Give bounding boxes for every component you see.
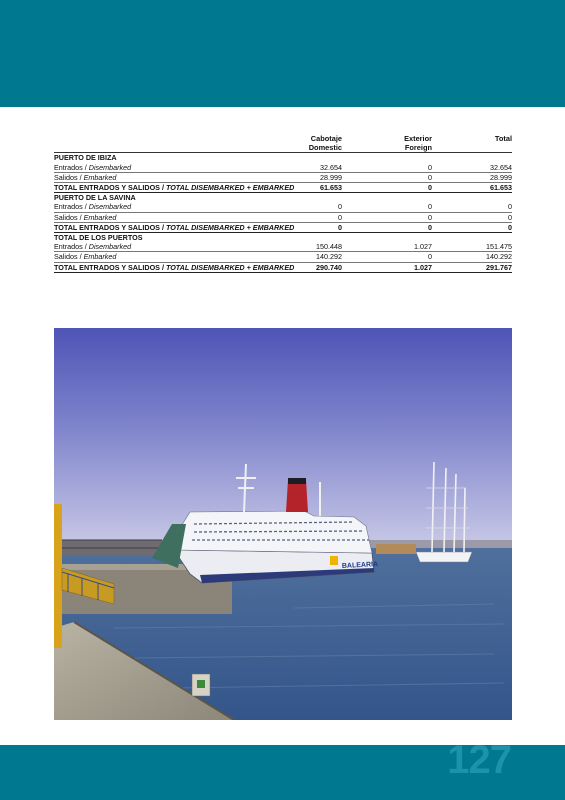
cell-total: 28.999 bbox=[432, 172, 512, 182]
cell-domestic: 0 bbox=[304, 222, 342, 232]
row-label: Salidos / Embarked bbox=[54, 212, 304, 222]
cell-total: 0 bbox=[432, 212, 512, 222]
section-title: PUERTO DE IBIZA bbox=[54, 153, 117, 163]
cell-total: 0 bbox=[432, 202, 512, 212]
ferry-funnel-top bbox=[288, 478, 306, 484]
table-row bbox=[54, 202, 512, 212]
header-domestic-en: Domestic bbox=[304, 143, 342, 153]
table-row bbox=[54, 163, 512, 173]
cell-foreign: 0 bbox=[342, 183, 432, 193]
table-total-row bbox=[54, 222, 512, 232]
ferry-funnel bbox=[286, 480, 308, 512]
row-label: TOTAL ENTRADOS Y SALIDOS / TOTAL DISEMBARKED + EMBARKED bbox=[54, 262, 304, 272]
table-total-row bbox=[54, 262, 512, 272]
table-row bbox=[54, 172, 512, 182]
cell-total: 140.292 bbox=[432, 252, 512, 262]
table-row bbox=[54, 242, 512, 252]
cell-domestic: 140.292 bbox=[304, 252, 342, 262]
table-row bbox=[54, 252, 512, 262]
header-spacer bbox=[54, 134, 304, 143]
row-label: Salidos / Embarked bbox=[54, 172, 304, 182]
cell-total: 61.653 bbox=[432, 183, 512, 193]
row-label: TOTAL ENTRADOS Y SALIDOS / TOTAL DISEMBARKED + EMBARKED bbox=[54, 183, 304, 193]
harbor-photo bbox=[54, 328, 512, 720]
header-total-en bbox=[432, 143, 512, 153]
cell-foreign: 1.027 bbox=[342, 262, 432, 272]
table-total-row bbox=[54, 183, 512, 193]
cell-total: 291.767 bbox=[432, 262, 512, 272]
cell-foreign: 0 bbox=[342, 202, 432, 212]
ferry-hull-text: BALEARIA bbox=[341, 561, 379, 570]
header-spacer bbox=[54, 143, 304, 153]
header-domestic: Cabotaje bbox=[310, 134, 342, 143]
top-header-band bbox=[0, 0, 565, 107]
ferry-logo-mark bbox=[330, 556, 338, 565]
cell-total: 32.654 bbox=[432, 163, 512, 173]
cell-foreign: 0 bbox=[342, 222, 432, 232]
row-label: Entrados / Disembarked bbox=[54, 202, 304, 212]
cell-total: 151.475 bbox=[432, 242, 512, 252]
sailing-ship-hull bbox=[416, 552, 472, 562]
cell-domestic: 32.654 bbox=[304, 163, 342, 173]
bollard-sign bbox=[197, 680, 205, 688]
row-label: Entrados / Disembarked bbox=[54, 242, 304, 252]
cell-foreign: 0 bbox=[342, 212, 432, 222]
yellow-crane-post bbox=[54, 504, 62, 648]
row-label: Entrados / Disembarked bbox=[54, 163, 304, 173]
cell-foreign: 0 bbox=[342, 252, 432, 262]
row-label: Salidos / Embarked bbox=[54, 252, 304, 262]
cell-domestic: 150.448 bbox=[304, 242, 342, 252]
cell-domestic: 0 bbox=[304, 202, 342, 212]
cell-foreign: 1.027 bbox=[342, 242, 432, 252]
cell-foreign: 0 bbox=[342, 163, 432, 173]
cell-foreign: 0 bbox=[342, 172, 432, 182]
table-row bbox=[54, 212, 512, 222]
harbor-shed bbox=[376, 544, 416, 554]
page-number: 127 bbox=[447, 738, 511, 782]
section-title: PUERTO DE LA SAVINA bbox=[54, 193, 136, 203]
cell-domestic: 0 bbox=[304, 212, 342, 222]
header-total: Total bbox=[494, 134, 512, 143]
cell-domestic: 290.740 bbox=[304, 262, 342, 272]
cell-domestic: 28.999 bbox=[304, 172, 342, 182]
passenger-statistics-table bbox=[54, 134, 512, 273]
header-foreign: Exterior bbox=[404, 134, 432, 143]
header-foreign-en: Foreign bbox=[342, 143, 432, 153]
row-label: TOTAL ENTRADOS Y SALIDOS / TOTAL DISEMBARKED + EMBARKED bbox=[54, 222, 304, 232]
cell-total: 0 bbox=[432, 222, 512, 232]
section-title: TOTAL DE LOS PUERTOS bbox=[54, 233, 143, 243]
cell-domestic: 61.653 bbox=[304, 183, 342, 193]
